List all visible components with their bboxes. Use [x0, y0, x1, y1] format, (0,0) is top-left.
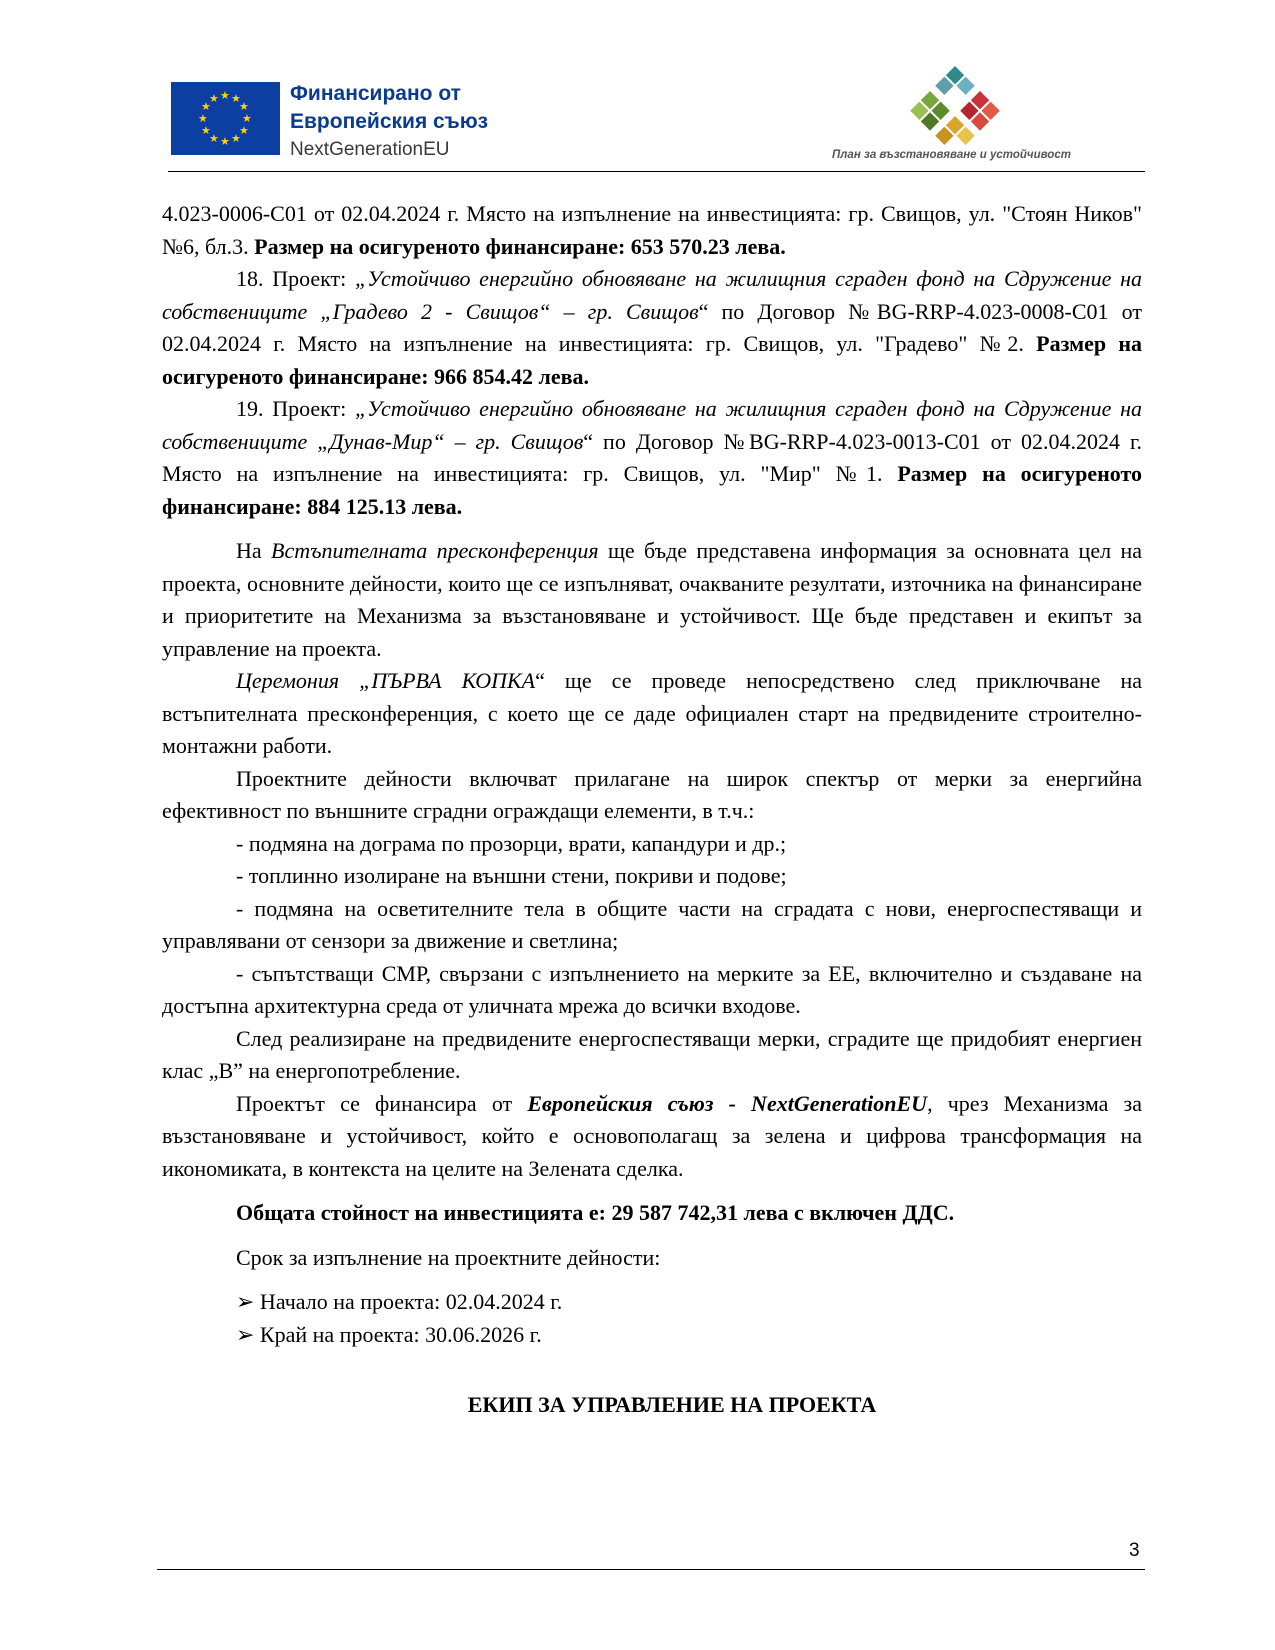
star-icon: ★	[231, 132, 241, 145]
star-icon: ★	[220, 135, 230, 148]
paragraph-project-18	[162, 263, 1142, 393]
text: На	[236, 538, 272, 563]
star-icon: ★	[239, 124, 249, 137]
eu-line-3: NextGenerationEU	[290, 139, 450, 160]
term-heading: Срок за изпълнение на проектните дейности:	[236, 1244, 661, 1270]
emphasis: Европейския съюз - NextGenerationEU	[527, 1090, 928, 1116]
project-start: ➢ Начало на проекта: 02.04.2024 г.	[236, 1289, 563, 1314]
project-name: „Устойчиво енергийно обновяване на жилищния сграден фонд на Сдружение на собствениците „Дунав-Мир“ – гр. Свищов	[162, 396, 1143, 454]
financing-amount: Размер на осигуреното финансиране: 884 125.13 лева.	[162, 461, 1143, 519]
star-icon: ★	[209, 132, 219, 145]
paragraph-press-conference	[162, 535, 1142, 665]
footer-divider	[157, 1569, 1145, 1570]
plan-caption: План за възстановяване и устойчивост	[832, 149, 1071, 161]
text: “ по Договор №BG-RRP-4.023-0013-C01 от 02.04.2024 г. Място на изпълнение на инвестицията: гр. Свищов, ул. "Мир" №1.	[162, 428, 1142, 486]
paragraph-activities: Проектните дейности включват прилагане на широк спектър от мерки за енергийна ефективност по външните сградни ограждащи елементи, в т.ч.:	[162, 765, 1142, 823]
header-divider	[168, 171, 1145, 172]
eu-flag-logo	[171, 82, 280, 155]
total-amount: Общата стойност на инвестицията е: 29 587 742,31 лева с включен ДДС.	[236, 1200, 955, 1225]
text: “ по Договор №BG-RRP-4.023-0008-C01 от 02.04.2024 г. Място на изпълнение на инвестицията: гр. Свищов, ул. "Градево" №2.	[162, 298, 1142, 356]
project-name: „Устойчиво енергийно обновяване на жилищния сграден фонд на Сдружение на собствениците „Градево 2 - Свищов“ – гр. Свищов	[162, 266, 1143, 324]
paragraph-energy-class: След реализиране на предвидените енергоспестяващи мерки, сградите ще придобият енергиен клас „B” на енергопотребление.	[162, 1025, 1142, 1083]
emphasis: Церемония „ПЪРВА КОПКА	[236, 668, 536, 693]
star-icon: ★	[220, 89, 230, 102]
star-icon: ★	[209, 92, 219, 105]
eu-line-1: Финансирано от	[290, 82, 461, 105]
text: 19. Проект:	[236, 396, 356, 421]
star-icon: ★	[198, 112, 208, 125]
star-icon: ★	[231, 92, 241, 105]
text: “ ще се проведе непосредствено след приключване на встъпителната пресконференция, с което ще се даде официален старт на предвидените строително-монтажни работи.	[162, 668, 1142, 758]
text: Проектът се финансира от	[236, 1090, 528, 1116]
list-item: - подмяна на осветителните тела в общите части на сградата с нови, енергоспестяващи и управлявани от сензори за движение и светлина;	[162, 895, 1142, 953]
star-icon: ★	[201, 100, 211, 113]
total-investment	[162, 1197, 1142, 1230]
financing-amount: Размер на осигуреното финансиране: 653 570.23 лева.	[254, 233, 786, 259]
text: 4.023-0006-C01 от 02.04.2024 г. Място на изпълнение на инвестицията: гр. Свищов, ул. "Стоян Ников" №6, бл.3.	[162, 201, 1142, 259]
document-body	[162, 198, 1142, 1422]
star-icon: ★	[201, 124, 211, 137]
text: 18. Проект:	[236, 266, 356, 291]
financing-amount: Размер на осигуреното финансиране: 966 854.42 лева.	[162, 331, 1142, 389]
text: ще бъде представена информация за основната цел на проекта, основните дейности, които ще се изпълняват, очакваните резултати, източника на финансиране и приоритетите на Механизма за възстановяване и устойчивост. Ще бъде представен и екипът за управление на проекта.	[162, 538, 1142, 661]
list-item: - подмяна на дограма по прозорци, врати, капандури и др.;	[236, 830, 787, 856]
page-number: 3	[1129, 1540, 1140, 1561]
paragraph-funding	[162, 1088, 1142, 1186]
list-item: - съпътстващи СМР, свързани с изпълнението на мерките за ЕЕ, включително и създаване на достъпна архитектурна среда от уличната мрежа до всички входове.	[162, 960, 1142, 1018]
paragraph-project-17-end	[162, 198, 1142, 263]
star-icon: ★	[242, 112, 252, 125]
list-item: - топлинно изолиране на външни стени, покриви и подове;	[236, 863, 787, 888]
star-icon: ★	[239, 100, 249, 113]
project-end: ➢ Край на проекта: 30.06.2026 г.	[236, 1321, 542, 1347]
text: , чрез Механизма за възстановяване и устойчивост, който е основополагащ за зелена и цифрова трансформация на икономиката, в контекста на целите на Зелената сделка.	[162, 1090, 1142, 1181]
paragraph-project-19	[162, 393, 1142, 523]
recovery-plan-logo	[905, 58, 1005, 148]
eu-funding-text	[290, 80, 488, 163]
section-title: ЕКИП ЗА УПРАВЛЕНИЕ НА ПРОЕКТА	[467, 1392, 877, 1417]
eu-line-2: Европейския съюз	[290, 110, 489, 133]
paragraph-ceremony	[162, 665, 1142, 763]
emphasis: Встъпителната пресконференция	[271, 538, 599, 563]
